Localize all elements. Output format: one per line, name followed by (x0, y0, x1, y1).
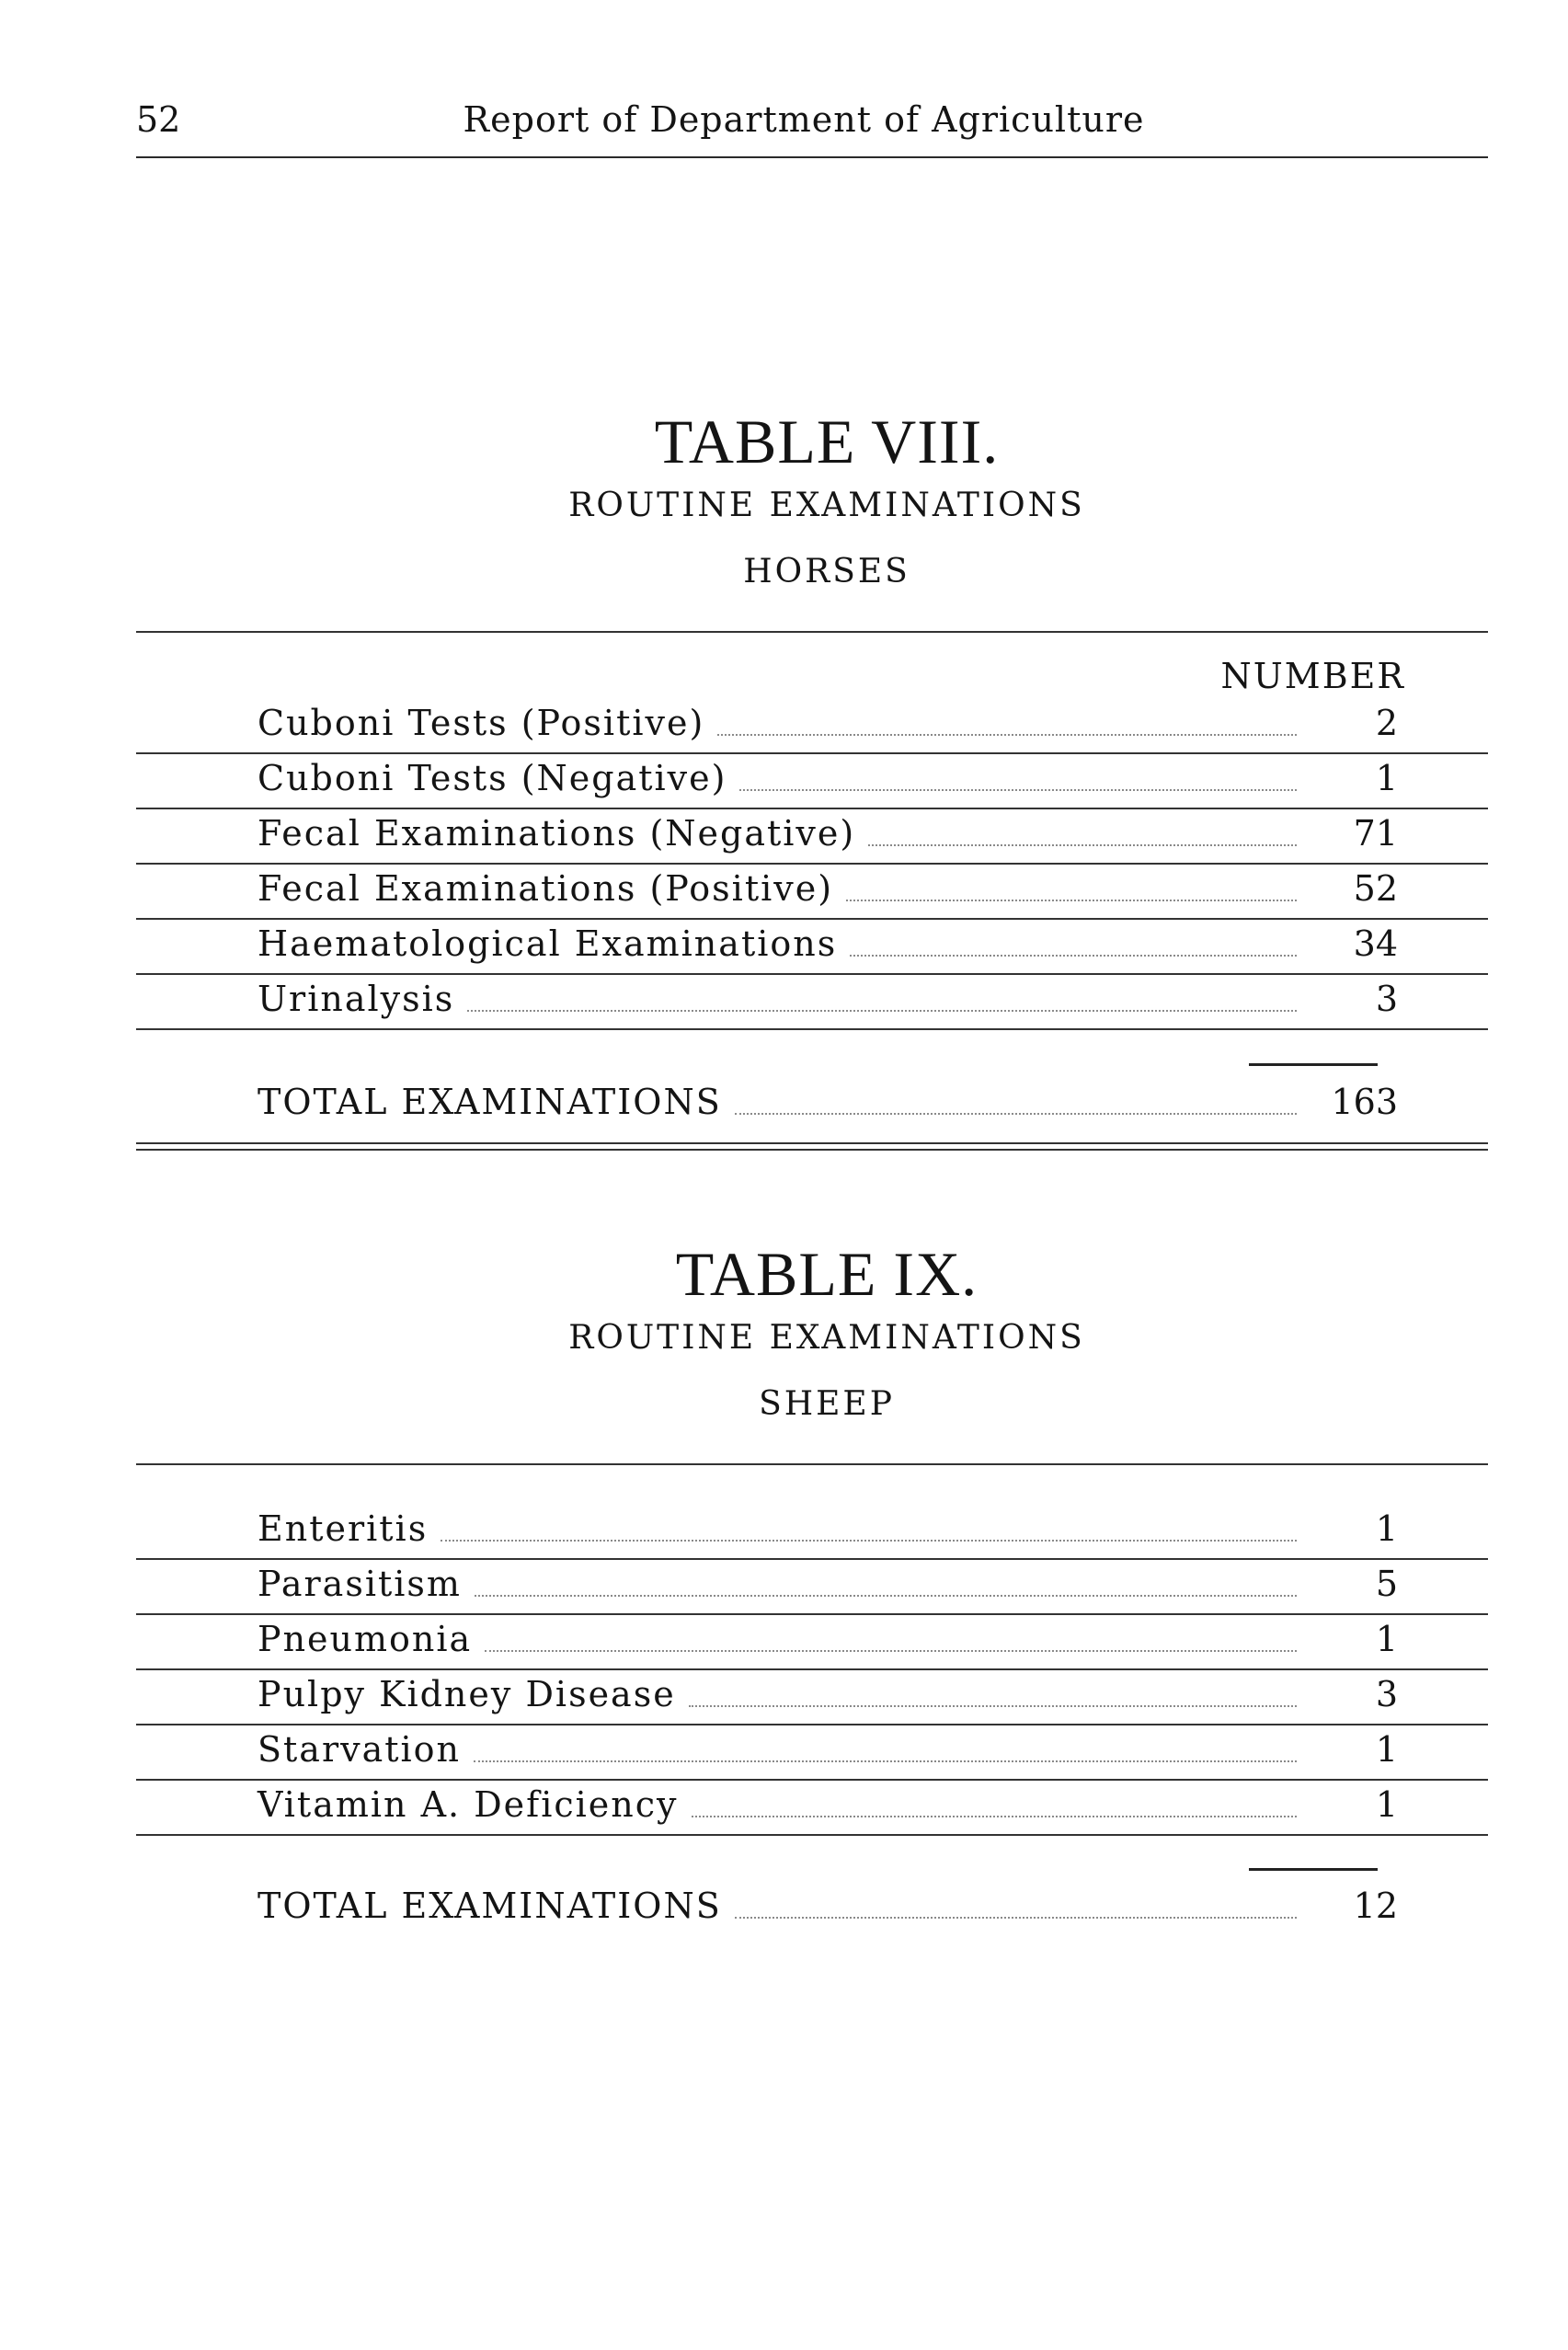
row-value: 34 (1353, 923, 1398, 964)
dot-leader (868, 844, 1297, 846)
row-value: 1 (1375, 758, 1398, 798)
total-row (258, 1878, 1398, 1933)
row-label: Cuboni Tests (Negative) (258, 758, 727, 798)
table-subtitle: ROUTINE EXAMINATIONS (568, 487, 1085, 524)
row-value: 3 (1375, 1674, 1398, 1714)
page-number: 52 (136, 99, 181, 140)
row-label: Vitamin A. Deficiency (258, 1784, 679, 1825)
table-top-rule (136, 1463, 1488, 1465)
row-label: Cuboni Tests (Positive) (258, 703, 705, 743)
table-row (258, 1611, 1398, 1667)
table-row (258, 861, 1398, 916)
row-rule (136, 1028, 1488, 1030)
row-rule (136, 1834, 1488, 1836)
dot-leader (467, 1010, 1297, 1012)
row-label: Parasitism (258, 1564, 462, 1604)
dot-leader (846, 900, 1297, 901)
row-value: 1 (1375, 1784, 1398, 1825)
row-value: 1 (1375, 1729, 1398, 1770)
dot-leader (441, 1540, 1297, 1542)
table-row (258, 1556, 1398, 1611)
dot-leader (739, 789, 1297, 791)
table-title: TABLE IX. (675, 1239, 979, 1309)
table-subtitle: ROUTINE EXAMINATIONS (568, 1319, 1085, 1357)
row-value: 3 (1375, 979, 1398, 1019)
row-label: Urinalysis (258, 979, 455, 1019)
dot-leader (692, 1816, 1297, 1817)
dot-leader (474, 1760, 1297, 1762)
page-header (136, 92, 1488, 158)
table-subject: SHEEP (759, 1385, 895, 1423)
row-label: Pneumonia (258, 1619, 473, 1659)
table-row (258, 1777, 1398, 1832)
dot-leader (717, 734, 1297, 736)
row-value: 1 (1375, 1508, 1398, 1549)
sum-rule (1249, 1868, 1378, 1871)
total-label: TOTAL EXAMINATIONS (258, 1886, 722, 1926)
dot-leader (689, 1705, 1297, 1707)
total-label: TOTAL EXAMINATIONS (258, 1082, 722, 1122)
row-value: 52 (1353, 868, 1398, 909)
row-value: 5 (1375, 1564, 1398, 1604)
column-header-number: NUMBER (1220, 656, 1405, 696)
table-bottom-double-rule (136, 1142, 1488, 1151)
table-row (258, 695, 1398, 751)
running-head: Report of Department of Agriculture (463, 99, 1145, 140)
total-value: 12 (1353, 1886, 1398, 1926)
table-row (258, 1501, 1398, 1556)
dot-leader (475, 1595, 1297, 1597)
row-label: Fecal Examinations (Positive) (258, 868, 834, 909)
table-subject: HORSES (743, 553, 910, 590)
table-row (258, 751, 1398, 806)
table-row (258, 971, 1398, 1026)
table-row (258, 916, 1398, 971)
row-label: Enteritis (258, 1508, 429, 1549)
row-value: 2 (1375, 703, 1398, 743)
dot-leader (735, 1917, 1297, 1919)
row-value: 1 (1375, 1619, 1398, 1659)
total-row (258, 1074, 1398, 1129)
dot-leader (735, 1113, 1297, 1115)
row-label: Fecal Examinations (Negative) (258, 813, 856, 854)
table-title: TABLE VIII. (654, 407, 1000, 476)
row-label: Pulpy Kidney Disease (258, 1674, 676, 1714)
row-label: Haematological Examinations (258, 923, 838, 964)
total-value: 163 (1331, 1082, 1398, 1122)
table-top-rule (136, 631, 1488, 633)
dot-leader (850, 955, 1297, 957)
dot-leader (485, 1650, 1297, 1652)
table-row (258, 1722, 1398, 1777)
row-value: 71 (1353, 813, 1398, 854)
table-row (258, 1667, 1398, 1722)
sum-rule (1249, 1063, 1378, 1066)
row-label: Starvation (258, 1729, 462, 1770)
table-row (258, 806, 1398, 861)
